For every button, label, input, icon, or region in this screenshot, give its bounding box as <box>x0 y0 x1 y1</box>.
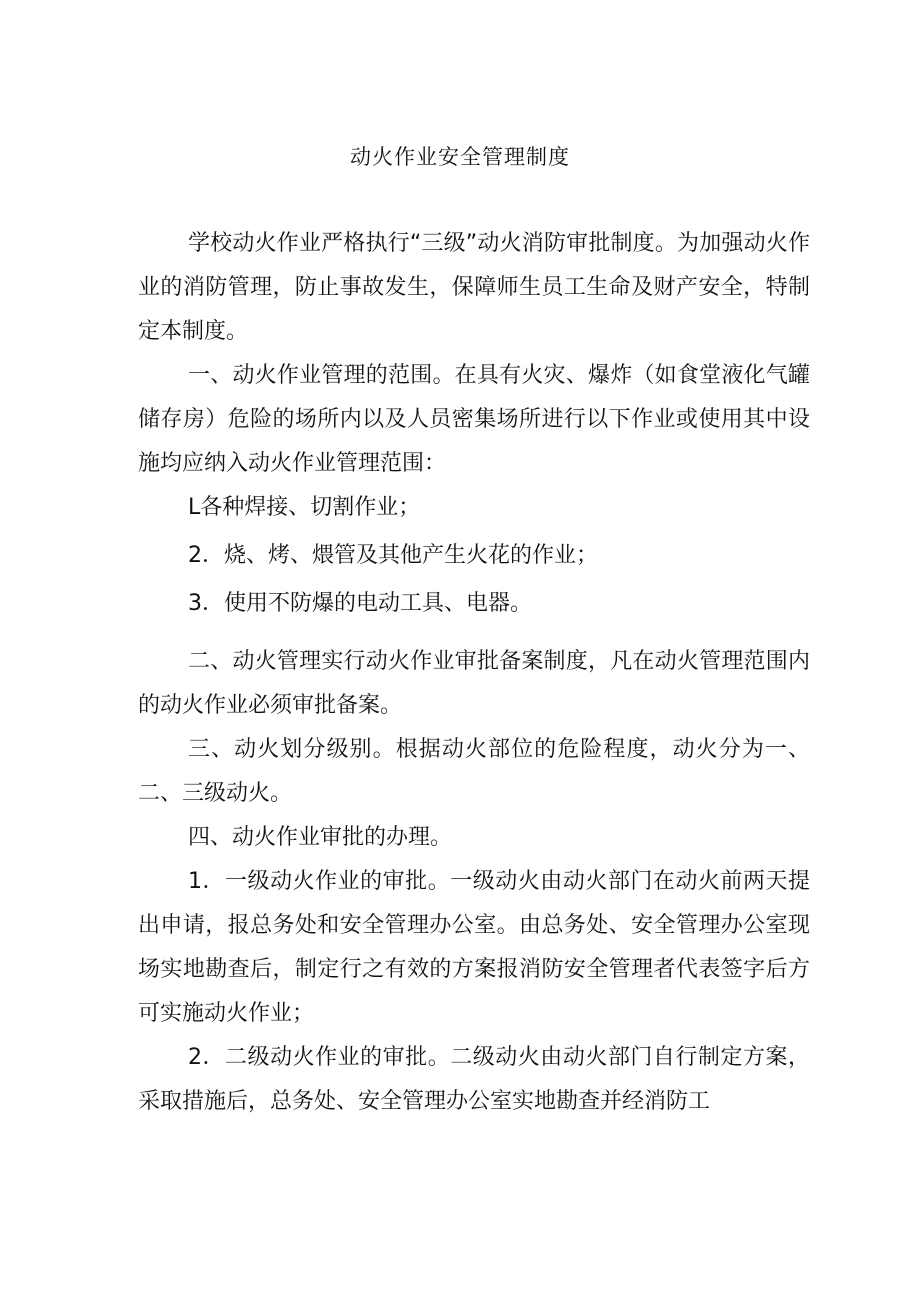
approval-level-2-paragraph: 2．二级动火作业的审批。二级动火由动火部门自行制定方案，采取措施后，总务处、安全管理办公室实地勘查并经消防工 <box>138 1045 810 1114</box>
list-item: 2．烧、烤、煨管及其他产生火花的作业； <box>188 543 598 568</box>
approval-level-1-paragraph: 1．一级动火作业的审批。一级动火由动火部门在动火前两天提出申请，报总务处和安全管理办公室。由总务处、安全管理办公室现场实地勘查后，制定行之有效的方案报消防安全管理者代表签字后方可实施动火作业； <box>138 869 810 1026</box>
section-2-paragraph: 二、动火管理实行动火作业审批备案制度，凡在动火管理范围内的动火作业必须审批备案。 <box>138 649 810 718</box>
list-item: 3．使用不防爆的电动工具、电器。 <box>188 591 532 616</box>
document-title: 动火作业安全管理制度 <box>350 145 570 169</box>
document-body <box>138 222 810 1124</box>
section-1-paragraph: 一、动火作业管理的范围。在具有火灾、爆炸（如食堂液化气罐储存房）危险的场所内以及人员密集场所进行以下作业或使用其中设施均应纳入动火作业管理范围： <box>138 363 810 476</box>
section-4-heading: 四、动火作业审批的办理。 <box>188 825 453 850</box>
list-item: L各种焊接、切割作业； <box>188 495 421 520</box>
intro-paragraph: 学校动火作业严格执行“三级”动火消防审批制度。为加强动火作业的消防管理，防止事故发生，保障师生员工生命及财产安全，特制定本制度。 <box>138 231 810 344</box>
section-3-paragraph: 三、动火划分级别。根据动火部位的危险程度，动火分为一、二、三级动火。 <box>138 737 810 806</box>
